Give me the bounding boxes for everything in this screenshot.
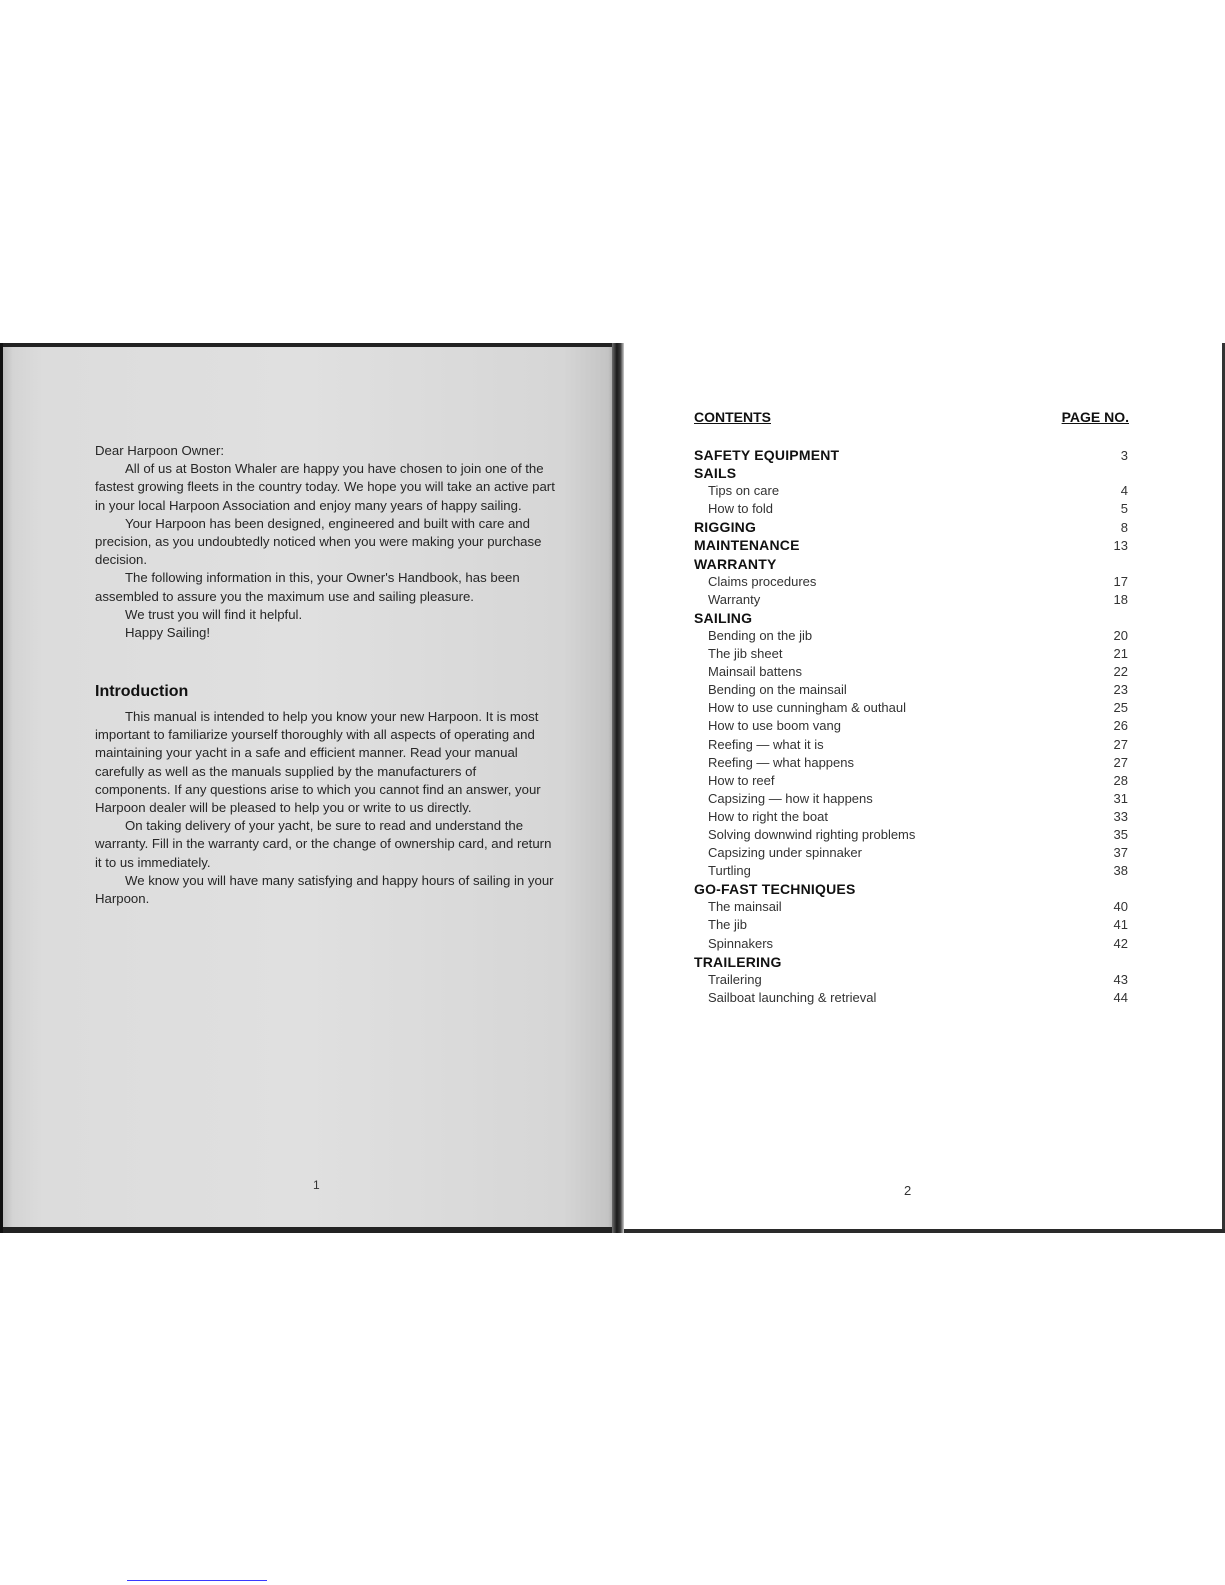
toc-section bbox=[694, 555, 1128, 573]
page-no-heading: PAGE NO. bbox=[1061, 409, 1129, 425]
toc-entry bbox=[694, 989, 1128, 1007]
page-number-left: 1 bbox=[313, 1178, 320, 1192]
toc-entry bbox=[694, 790, 1128, 808]
toc-title: How to use cunningham & outhaul bbox=[708, 700, 907, 716]
link-underline bbox=[127, 1580, 267, 1581]
toc-entry bbox=[694, 844, 1128, 862]
toc-title: The mainsail bbox=[708, 899, 782, 915]
toc-title: Warranty bbox=[708, 591, 761, 607]
introduction-text bbox=[95, 708, 555, 908]
toc-page-number: 27 bbox=[1113, 754, 1128, 770]
toc-entry bbox=[694, 663, 1128, 681]
toc-entry bbox=[694, 736, 1128, 754]
toc-page-number: 4 bbox=[1120, 483, 1128, 499]
toc-entry bbox=[694, 935, 1128, 953]
toc-title: The jib sheet bbox=[708, 646, 783, 662]
toc-page-number: 20 bbox=[1113, 627, 1128, 643]
page-number-right: 2 bbox=[904, 1183, 912, 1198]
toc-title: Trailering bbox=[708, 971, 762, 987]
toc-section bbox=[694, 880, 1128, 898]
letter-paragraph: We trust you will find it helpful. bbox=[125, 606, 303, 622]
toc-entry bbox=[694, 627, 1128, 645]
book-spread bbox=[0, 343, 1225, 1233]
toc-title: Turtling bbox=[708, 863, 751, 879]
toc-title: Reefing — what happens bbox=[708, 754, 854, 770]
table-of-contents bbox=[694, 446, 1128, 1007]
introduction-heading: Introduction bbox=[95, 683, 189, 700]
toc-title: How to reef bbox=[708, 772, 775, 788]
toc-title: SAILS bbox=[694, 465, 737, 482]
toc-title: Claims procedures bbox=[708, 573, 817, 589]
toc-title: Bending on the mainsail bbox=[708, 682, 847, 698]
toc-entry bbox=[694, 482, 1128, 500]
toc-title: Tips on care bbox=[708, 483, 780, 499]
toc-title: TRAILERING bbox=[694, 953, 782, 970]
toc-section bbox=[694, 953, 1128, 971]
left-page bbox=[0, 343, 621, 1233]
toc-section bbox=[694, 446, 1128, 464]
toc-page-number: 22 bbox=[1113, 664, 1128, 680]
toc-title: How to use boom vang bbox=[708, 718, 841, 734]
toc-title: Reefing — what it is bbox=[708, 736, 824, 752]
toc-page-number: 18 bbox=[1113, 591, 1128, 607]
toc-page-number: 5 bbox=[1120, 501, 1128, 517]
toc-title: The jib bbox=[708, 917, 748, 933]
toc-page-number: 23 bbox=[1113, 682, 1128, 698]
toc-page-number: 28 bbox=[1113, 772, 1128, 788]
toc-title: GO-FAST TECHNIQUES bbox=[694, 881, 856, 898]
toc-title: Capsizing under spinnaker bbox=[708, 845, 862, 861]
toc-page-number: 27 bbox=[1113, 736, 1128, 752]
toc-title: Bending on the jib bbox=[708, 627, 813, 643]
toc-title: Spinnakers bbox=[708, 935, 774, 951]
toc-entry bbox=[694, 862, 1128, 880]
intro-paragraph: On taking delivery of your yacht, be sure to read and understand the warranty. Fill in the warranty card, or the change of ownership card, and return it to us immediately. bbox=[95, 818, 552, 870]
toc-page-number: 31 bbox=[1113, 790, 1128, 806]
toc-page-number: 43 bbox=[1113, 971, 1128, 987]
toc-title: MAINTENANCE bbox=[694, 537, 800, 554]
toc-title: How to fold bbox=[708, 501, 774, 517]
toc-entry bbox=[694, 898, 1128, 916]
toc-page-number: 13 bbox=[1113, 538, 1128, 554]
intro-paragraph: This manual is intended to help you know your new Harpoon. It is most important to familiarize yourself thoroughly with all aspects of operating and maintaining your yacht in a safe and efficient manner. Read your manual carefully as well as the manuals supplied by the manufacturers of components. If any questions arise to which you cannot find an answer, your Harpoon dealer will be pleased to help you or write to us directly. bbox=[95, 709, 541, 816]
toc-title: Sailboat launching & retrieval bbox=[708, 989, 877, 1005]
toc-entry bbox=[694, 754, 1128, 772]
welcome-letter bbox=[95, 442, 555, 642]
toc-entry bbox=[694, 681, 1128, 699]
toc-title: Mainsail battens bbox=[708, 664, 802, 680]
letter-paragraph: The following information in this, your Owner's Handbook, has been assembled to assure you the maximum use and sailing pleasure. bbox=[95, 570, 520, 604]
book-spine bbox=[612, 343, 624, 1233]
toc-page-number: 26 bbox=[1113, 718, 1128, 734]
toc-page-number: 38 bbox=[1113, 863, 1128, 879]
toc-section bbox=[694, 536, 1128, 554]
toc-title: WARRANTY bbox=[694, 555, 777, 572]
toc-entry bbox=[694, 826, 1128, 844]
toc-entry bbox=[694, 645, 1128, 663]
toc-section bbox=[694, 518, 1128, 536]
toc-page-number: 37 bbox=[1113, 845, 1128, 861]
letter-paragraph: All of us at Boston Whaler are happy you have chosen to join one of the fastest growing fleets in the country today. We hope you will take an active part in your local Harpoon Association and enjoy many years of happy sailing. bbox=[95, 461, 555, 513]
toc-section bbox=[694, 609, 1128, 627]
toc-entry bbox=[694, 971, 1128, 989]
toc-entry bbox=[694, 699, 1128, 717]
toc-page-number: 41 bbox=[1113, 917, 1128, 933]
toc-title: Solving downwind righting problems bbox=[708, 826, 916, 842]
toc-title: SAILING bbox=[694, 609, 753, 626]
contents-heading: CONTENTS bbox=[694, 409, 771, 425]
toc-page-number: 25 bbox=[1113, 700, 1128, 716]
toc-entry bbox=[694, 772, 1128, 790]
toc-entry bbox=[694, 500, 1128, 518]
letter-paragraph: Your Harpoon has been designed, engineered and built with care and precision, as you undoubtedly noticed when you were making your purchase decision. bbox=[95, 515, 542, 568]
toc-page-number: 33 bbox=[1113, 808, 1128, 824]
toc-entry bbox=[694, 591, 1128, 609]
toc-page-number: 40 bbox=[1113, 899, 1128, 915]
toc-page-number: 8 bbox=[1120, 520, 1128, 536]
toc-title: SAFETY EQUIPMENT bbox=[694, 447, 840, 463]
toc-title: How to right the boat bbox=[708, 808, 828, 824]
toc-page-number: 17 bbox=[1113, 573, 1128, 589]
letter-signoff: Happy Sailing! bbox=[125, 625, 211, 641]
toc-entry bbox=[694, 717, 1128, 735]
toc-title: Capsizing — how it happens bbox=[708, 790, 873, 806]
right-page bbox=[624, 343, 1225, 1233]
toc-page-number: 44 bbox=[1113, 989, 1128, 1005]
toc-title: RIGGING bbox=[694, 519, 757, 536]
toc-entry bbox=[694, 573, 1128, 591]
toc-page-number: 42 bbox=[1113, 935, 1128, 951]
toc-page-number: 35 bbox=[1113, 826, 1128, 842]
greeting: Dear Harpoon Owner: bbox=[95, 443, 225, 458]
toc-page-number: 21 bbox=[1113, 646, 1128, 662]
toc-entry bbox=[694, 808, 1128, 826]
toc-page-number: 3 bbox=[1120, 448, 1128, 463]
intro-paragraph: We know you will have many satisfying and happy hours of sailing in your Harpoon. bbox=[95, 872, 554, 907]
toc-entry bbox=[694, 916, 1128, 934]
toc-section bbox=[694, 464, 1128, 482]
